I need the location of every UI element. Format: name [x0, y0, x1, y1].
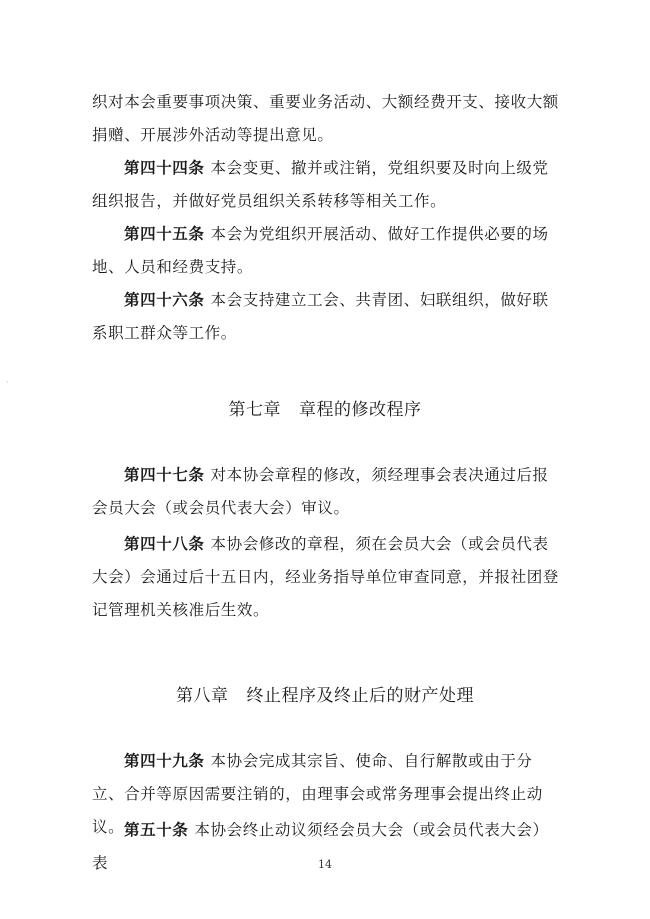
chapter-title: 终止程序及终止后的财产处理 [246, 686, 474, 706]
article-number: 第四十七条 [124, 466, 205, 484]
article-number: 第四十五条 [124, 225, 205, 243]
article-44 [92, 152, 562, 218]
chapter-title: 章程的修改程序 [299, 400, 422, 420]
chapter-number: 第八章 [176, 686, 229, 706]
page-number: 14 [318, 858, 332, 871]
article-46 [92, 284, 562, 350]
chapter-7-heading [0, 395, 650, 420]
article-text: 对本协会章程的修改，须经理事会表决通过后报会员大会（或会员代表大会）审议。 [92, 466, 549, 517]
margin-mark: · [6, 378, 9, 387]
chapter-8-heading [0, 681, 650, 706]
article-number: 第四十六条 [124, 291, 205, 309]
paragraph-text: 织对本会重要事项决策、重要业务活动、大额经费开支、接收大额捐赠、开展涉外活动等提出意见。 [92, 93, 559, 144]
article-text: 本协会完成其宗旨、使命、自行解散或由于分立、合并等原因需要注销的，由理事会或常务理事会提出终止动议。 [92, 752, 543, 836]
paragraph-continued [92, 86, 562, 152]
article-number: 第四十八条 [124, 535, 205, 553]
article-text: 本会变更、撤并或注销，党组织要及时向上级党组织报告，并做好党员组织关系转移等相关工作。 [92, 159, 549, 210]
article-number: 第四十四条 [124, 159, 205, 177]
chapter-number: 第七章 [228, 400, 281, 420]
article-number: 第五十条 [124, 821, 189, 839]
article-text: 本会支持建立工会、共青团、妇联组织，做好联系职工群众等工作。 [92, 291, 549, 342]
article-45 [92, 218, 562, 284]
article-text: 本会为党组织开展活动、做好工作提供必要的场地、人员和经费支持。 [92, 225, 549, 276]
article-text: 本协会修改的章程，须在会员大会（或会员代表大会）会通过后十五日内，经业务指导单位审查同意，并报社团登记管理机关核准后生效。 [92, 535, 559, 619]
article-number: 第四十九条 [124, 752, 205, 770]
article-48 [92, 528, 562, 627]
article-47 [92, 459, 562, 525]
article-text: 本协会终止动议须经会员大会（或会员代表大会）表 [92, 821, 549, 872]
